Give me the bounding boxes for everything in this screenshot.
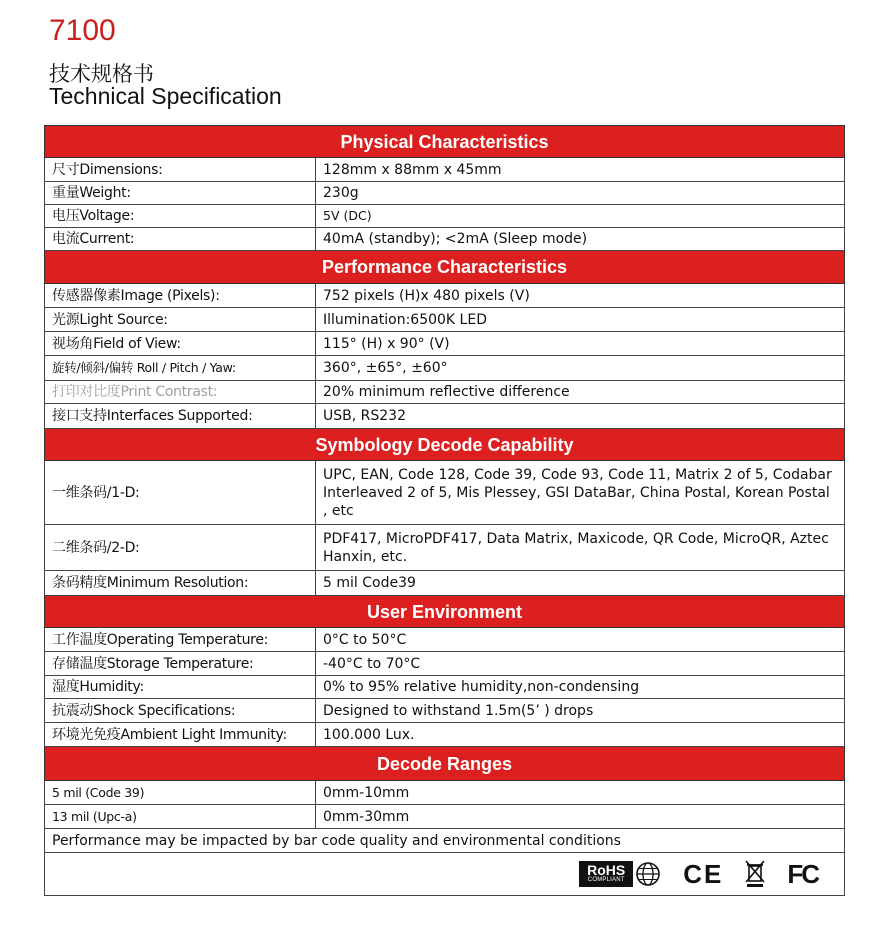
section-title: User Environment [45, 596, 845, 628]
rohs-globe-icon [635, 861, 661, 887]
section-header-decode [45, 747, 845, 781]
row-value: 128mm x 88mm x 45mm [316, 158, 845, 182]
table-row [45, 158, 845, 182]
section-title: Physical Characteristics [45, 126, 845, 158]
model-number: 7100 [49, 14, 116, 47]
certification-row [45, 853, 845, 896]
fcc-logo-icon: FC [787, 859, 818, 889]
row-value: USB, RS232 [316, 404, 845, 429]
row-label: 湿度Humidity: [45, 676, 316, 699]
footnote: Performance may be impacted by bar code quality and environmental conditions [45, 829, 845, 853]
section-header-environment [45, 596, 845, 628]
section-header-physical [45, 126, 845, 158]
table-row [45, 461, 845, 525]
row-label: 二维条码/2-D: [45, 525, 316, 571]
row-label: 13 mil (Upc-a) [45, 805, 316, 829]
table-row [45, 404, 845, 429]
row-label: 条码精度Minimum Resolution: [45, 571, 316, 596]
ce-mark-icon: CE [683, 859, 724, 889]
row-label: 尺寸Dimensions: [45, 158, 316, 182]
row-value: 0mm-10mm [316, 781, 845, 805]
title-english: Technical Specification [49, 83, 282, 109]
section-title: Performance Characteristics [45, 251, 845, 284]
row-label: 光源Light Source: [45, 308, 316, 332]
row-label: 传感器像素Image (Pixels): [45, 284, 316, 308]
row-value: 0°C to 50°C [316, 628, 845, 652]
row-value: 752 pixels (H)x 480 pixels (V) [316, 284, 845, 308]
rohs-sub-label: COMPLIANT [587, 877, 625, 883]
table-row [45, 308, 845, 332]
table-row [45, 284, 845, 308]
row-value: PDF417, MicroPDF417, Data Matrix, Maxicode, QR Code, MicroQR, Aztec Hanxin, etc. [316, 525, 845, 571]
footnote-row [45, 829, 845, 853]
row-label: 存储温度Storage Temperature: [45, 652, 316, 676]
table-row [45, 228, 845, 251]
row-label: 电压Voltage: [45, 205, 316, 228]
row-label: 旋转/倾斜/偏转 Roll / Pitch / Yaw: [45, 356, 316, 381]
table-row [45, 205, 845, 228]
table-row [45, 723, 845, 747]
table-row [45, 525, 845, 571]
section-header-symbology [45, 429, 845, 461]
table-row [45, 676, 845, 699]
row-label: 视场角Field of View: [45, 332, 316, 356]
table-row [45, 356, 845, 381]
certification-logos [45, 853, 845, 896]
weee-bin-icon [745, 860, 765, 888]
row-value: UPC, EAN, Code 128, Code 39, Code 93, Code 11, Matrix 2 of 5, Codabar Interleaved 2 of 5, Mis Plessey, GSI DataBar, China Postal, Korean Postal , etc [316, 461, 845, 525]
table-row [45, 571, 845, 596]
row-value: 115° (H) x 90° (V) [316, 332, 845, 356]
row-value: 5 mil Code39 [316, 571, 845, 596]
row-label: 环境光免疫Ambient Light Immunity: [45, 723, 316, 747]
row-label: 抗震动Shock Specifications: [45, 699, 316, 723]
row-value: 20% minimum reflective difference [316, 381, 845, 404]
table-row [45, 332, 845, 356]
row-label: 5 mil (Code 39) [45, 781, 316, 805]
row-label: 一维条码/1-D: [45, 461, 316, 525]
row-value: 100.000 Lux. [316, 723, 845, 747]
row-label: 重量Weight: [45, 182, 316, 205]
row-value: 0% to 95% relative humidity,non-condensing [316, 676, 845, 699]
table-row [45, 805, 845, 829]
section-title: Symbology Decode Capability [45, 429, 845, 461]
section-header-performance [45, 251, 845, 284]
table-row [45, 652, 845, 676]
row-value: 360°, ±65°, ±60° [316, 356, 845, 381]
row-label: 工作温度Operating Temperature: [45, 628, 316, 652]
rohs-logo [579, 861, 661, 887]
row-value: Designed to withstand 1.5m(5’ ) drops [316, 699, 845, 723]
spec-table [44, 125, 845, 896]
row-value: 40mA (standby); <2mA (Sleep mode) [316, 228, 845, 251]
table-row [45, 182, 845, 205]
table-row [45, 628, 845, 652]
row-value: 230g [316, 182, 845, 205]
section-title: Decode Ranges [45, 747, 845, 781]
row-label: 打印对比度Print Contrast: [45, 381, 316, 404]
table-row [45, 381, 845, 404]
row-value: Illumination:6500K LED [316, 308, 845, 332]
row-label: 接口支持Interfaces Supported: [45, 404, 316, 429]
row-value: -40°C to 70°C [316, 652, 845, 676]
title-chinese: 技术规格书 [49, 62, 154, 86]
table-row [45, 781, 845, 805]
rohs-label: RoHS [587, 862, 626, 878]
table-row [45, 699, 845, 723]
row-value: 0mm-30mm [316, 805, 845, 829]
row-label: 电流Current: [45, 228, 316, 251]
row-value: 5V (DC) [316, 205, 845, 228]
